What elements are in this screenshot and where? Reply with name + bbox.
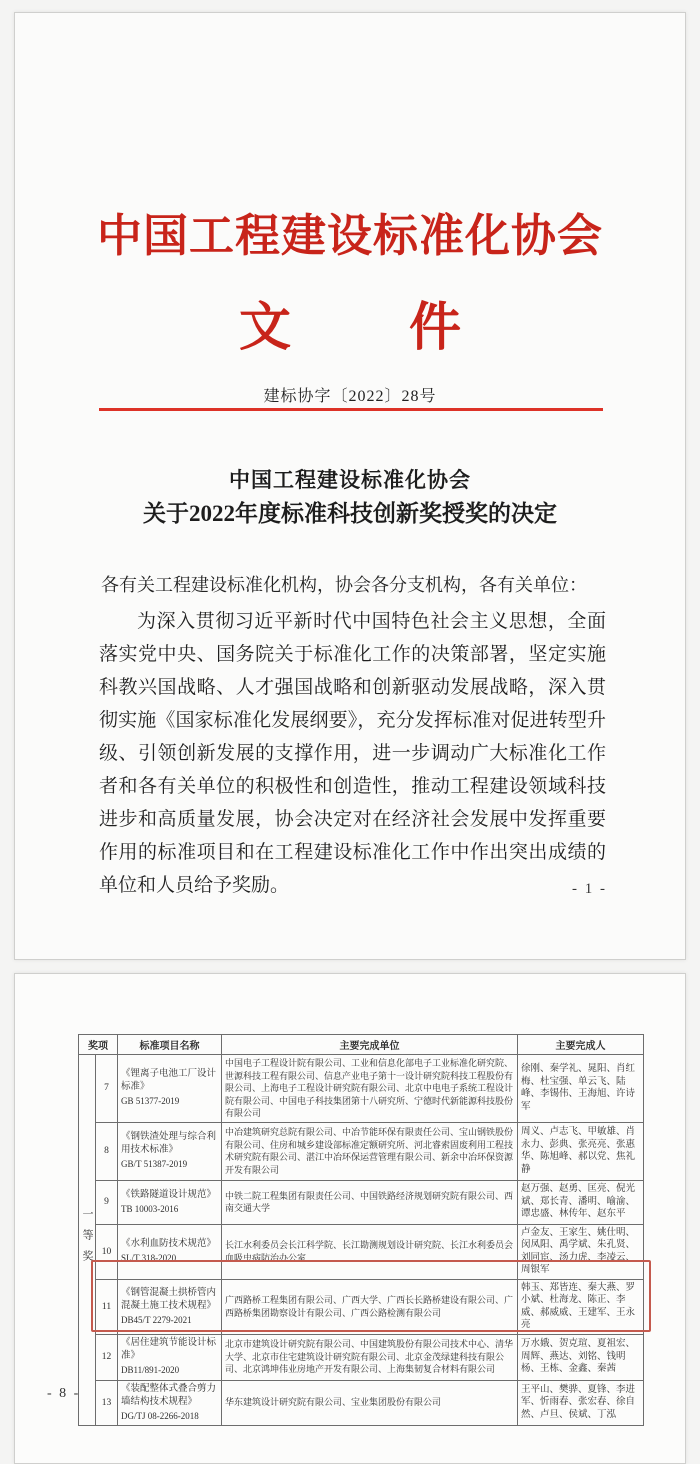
reference-number: 建标协字〔2022〕28号 [263,388,437,405]
award-table [78,1034,644,1426]
main-units-cell: 华东建筑设计研究院有限公司、宝业集团股份有限公司 [222,1380,518,1425]
standard-name-cell [118,1180,222,1224]
decision-heading-line1: 中国工程建设标准化协会 [229,468,471,492]
salutation-line: 各有关工程建设标准化机构，协会各分支机构，各有关单位： [101,575,587,595]
header-main-people: 主要完成人 [518,1035,644,1055]
standard-code: GB/T 51387-2019 [121,1159,188,1169]
document-page-2 [14,973,686,1464]
table-row [79,1334,644,1380]
table-header-row [79,1035,644,1055]
main-people-cell: 韩玉、郑皆连、秦大燕、罗小斌、杜海龙、陈正、李威、郝威威、王建军、王永亮 [518,1279,644,1334]
standard-code: SL/T 318-2020 [121,1253,177,1263]
red-letterhead-title: 中国工程建设标准化协会 [96,211,603,261]
standard-code: GB 51377-2019 [121,1096,180,1107]
main-units-cell: 北京市建筑设计研究院有限公司、中国建筑股份有限公司技术中心、清华大学、北京市住宅建筑设计研究院有限公司、北京金茂绿建科技有限公司、北京鸿坤伟业房地产开发有限公司、上海集韧复合材料有限公司 [222,1334,518,1380]
page-number-8: - 8 - [47,1386,81,1401]
row-number: 8 [96,1122,118,1180]
body-paragraph: 为深入贯彻习近平新时代中国特色社会主义思想，全面落实党中央、国务院关于标准化工作的决策部署，坚定实施科教兴国战略、人才强国战略和创新驱动发展战略，深入贯彻实施《国家标准化发展纲要》，充分发挥标准对促进转型升级、引领创新发展的支撑作用，进一步调动广大标准化工作者和各有关单位的积极性和创造性，推动工程建设领域科技进步和高质量发展，协会决定对在经济社会发展中发挥重要作用的标准项目和在工程建设标准化工作中作出突出成绩的单位和人员给予奖励。 [99,611,606,896]
main-people-cell: 赵万强、赵勇、匡亮、倪光斌、郑长青、潘明、喻渝、谭忠盛、林传年、赵东平 [518,1180,644,1224]
table-row [79,1122,644,1180]
row-number: 11 [96,1279,118,1334]
table-row-highlighted [79,1279,644,1334]
main-people-cell: 卢金友、王家生、姚仕明、闵凤阳、禹学斌、朱孔贤、刘同宦、汤力虎、李凌云、周银军 [518,1224,644,1279]
standard-name-cell [118,1334,222,1380]
main-people-cell: 王平山、樊骅、夏锋、李进军、忻雨春、张宏春、徐自然、卢旦、侯斌、丁泓 [518,1380,644,1425]
main-units-cell: 中铁二院工程集团有限责任公司、中国铁路经济规划研究院有限公司、西南交通大学 [222,1180,518,1224]
standard-code: DG/TJ 08-2266-2018 [121,1410,199,1421]
decision-heading-line2: 关于2022年度标准科技创新奖授奖的决定 [143,501,557,526]
document-page-1 [14,12,686,960]
standard-title: 《铁路隧道设计规范》 [121,1189,217,1200]
standard-title: 《钢管混凝土拱桥管内混凝土施工技术规程》 [121,1287,217,1311]
document-word-char-1: 文 [238,300,291,357]
award-table-wrapper [78,1034,644,1426]
header-main-units: 主要完成单位 [222,1035,518,1055]
standard-name-cell [118,1122,222,1180]
document-word [15,285,685,360]
table-row [79,1380,644,1425]
main-units-cell: 中冶建筑研究总院有限公司、中冶节能环保有限责任公司、宝山钢铁股份有限公司、住房和城乡建设部标准定额研究所、河北睿索固废利用工程技术研究院有限公司、湛江中冶环保运营管理有限公司、新余中冶环保资源开发有限公司 [222,1122,518,1180]
standard-title: 《水利血防技术规范》 [121,1239,217,1249]
standard-title: 《锂离子电池工厂设计标准》 [121,1069,217,1093]
red-divider-rule [99,408,603,411]
main-units-cell: 广西路桥工程集团有限公司、广西大学、广西长长路桥建设有限公司、广西路桥集团勘察设计有限公司、广西公路检测有限公司 [222,1279,518,1334]
row-number: 13 [96,1380,118,1425]
standard-name-cell [118,1224,222,1279]
main-units-cell: 长江水利委员会长江科学院、长江勘测规划设计研究院、长江水利委员会血吸虫病防治办公室 [222,1224,518,1279]
row-number: 10 [96,1224,118,1279]
header-award-category: 奖项 [79,1035,118,1055]
standard-title: 《装配整体式叠合剪力墙结构技术规程》 [121,1383,217,1407]
table-row [79,1224,644,1279]
main-people-cell: 周义、卢志飞、甲敏雄、肖永力、彭典、张亮亮、张惠华、陈旭峰、郝以党、焦礼静 [518,1122,644,1180]
main-units-cell: 中国电子工程设计院有限公司、工业和信息化部电子工业标准化研究院、世源科技工程有限公司、信息产业电子第十一设计研究院科技工程股份有限公司、上海电子工程设计研究院有限公司、北京中电电子系统工程设计院有限公司、中国电子科技集团第十八研究所、宁德时代新能源科技股份有限公司 [222,1055,518,1123]
row-number: 7 [96,1055,118,1123]
standard-name-cell [118,1380,222,1425]
header-standard-name: 标准项目名称 [118,1035,222,1055]
row-number: 9 [96,1180,118,1224]
standard-title: 《钢铁渣处理与综合利用技术标准》 [121,1132,217,1155]
main-people-cell: 徐刚、秦学礼、晁阳、肖红梅、杜宝强、单云飞、陆峰、李锡伟、王海旭、许诗军 [518,1055,644,1123]
page-number-1: - 1 - [572,881,607,897]
award-class-cell: 一等奖 [79,1055,96,1426]
standard-name-cell [118,1279,222,1334]
table-row [79,1055,644,1123]
standard-code: DB45/T 2279-2021 [121,1314,192,1325]
table-row [79,1180,644,1224]
main-people-cell: 万水娥、贺克瑄、夏祖宏、周辉、燕达、刘铭、钱明杨、王栋、金鑫、秦茜 [518,1334,644,1380]
standard-code: TB 10003-2016 [121,1203,179,1214]
standard-name-cell [118,1055,222,1123]
standard-code: DB11/891-2020 [121,1365,180,1375]
document-word-char-2: 件 [409,300,462,357]
row-number: 12 [96,1334,118,1380]
standard-title: 《居住建筑节能设计标准》 [121,1338,217,1361]
